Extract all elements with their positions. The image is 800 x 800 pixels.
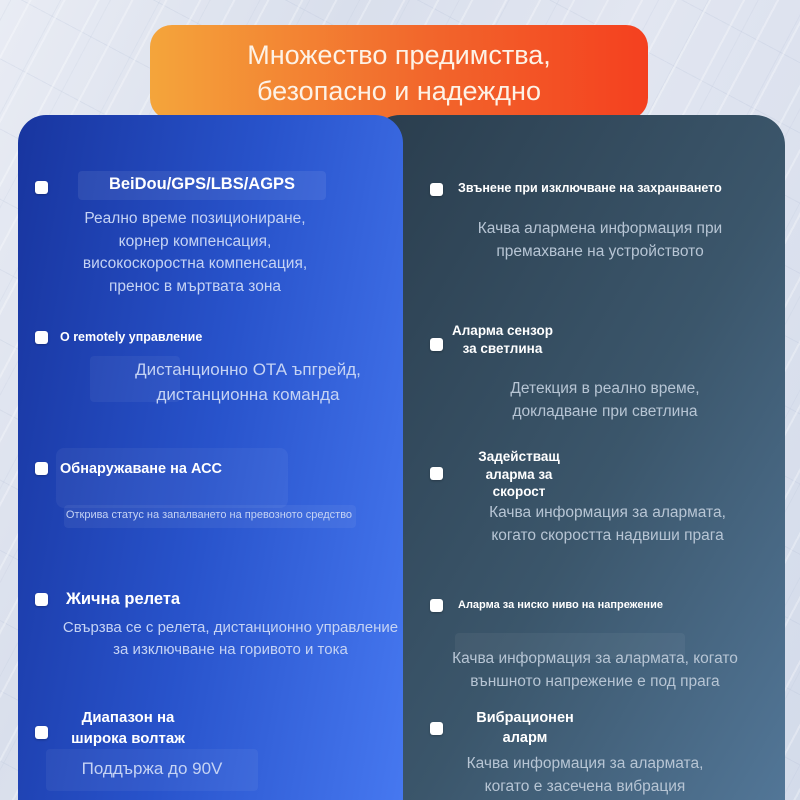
feature-desc-wide-voltage — [46, 759, 258, 779]
desc-line: премахване на устройството — [496, 243, 704, 260]
desc-line: Открива статус на запалването на превозното средство — [65, 509, 353, 521]
desc-line: когато скоростта надвиши прага — [491, 527, 724, 544]
title-line: скорост — [492, 484, 546, 499]
bullet-square-icon — [35, 462, 48, 475]
bullet-square-icon — [35, 593, 48, 606]
bullet-square-icon — [35, 331, 48, 344]
desc-line: Качва информация за алармата, когато — [452, 650, 738, 667]
bullet-square-icon — [430, 722, 443, 735]
feature-title-gnss: BeiDou/GPS/LBS/AGPS — [108, 175, 296, 193]
feature-desc-vibration-alarm — [415, 752, 755, 798]
feature-desc-gnss — [30, 208, 360, 298]
desc-line: Качва информация за алармата, — [489, 504, 726, 521]
feature-title-vibration-alarm — [460, 708, 590, 748]
desc-line: Дистанционно ОТА ъпгрейд, — [135, 360, 361, 379]
feature-desc-speed-alarm — [430, 501, 785, 547]
header-title-line1: Множество предимства, — [247, 39, 551, 70]
feature-title-low-voltage-alarm: Аларма за ниско ниво на напрежение — [458, 599, 663, 611]
title-line: широка волтаж — [71, 730, 185, 747]
title-line: Аларма сензор — [451, 323, 553, 338]
feature-desc-remote-control — [83, 357, 413, 407]
feature-desc-low-voltage-alarm — [415, 647, 775, 693]
desc-line: Качва информация за алармата, — [466, 755, 704, 772]
title-line: аларм — [502, 730, 548, 746]
feature-desc-acc-detection — [58, 509, 360, 521]
header-banner — [150, 25, 648, 120]
feature-title-light-sensor-alarm — [445, 322, 560, 358]
desc-line: пренос в мъртвата зона — [108, 277, 282, 295]
bullet-square-icon — [35, 726, 48, 739]
feature-desc-power-cut-alarm — [425, 217, 775, 263]
feature-title-wired-relay: Жична релета — [66, 590, 181, 608]
left-feature-panel — [18, 115, 403, 800]
feature-title-acc-detection: Обнаружаване на АСС — [60, 461, 223, 477]
right-feature-panel — [370, 115, 785, 800]
bullet-square-icon — [35, 181, 48, 194]
title-line: Вибрационен — [476, 710, 574, 726]
feature-desc-light-sensor-alarm — [435, 377, 775, 423]
desc-line: Поддържа до 90V — [81, 759, 223, 778]
desc-line: Качва алармена информация при — [477, 220, 723, 237]
desc-line: за изключване на горивото и тока — [113, 641, 348, 658]
bullet-square-icon — [430, 183, 443, 196]
bullet-square-icon — [430, 599, 443, 612]
feature-desc-wired-relay — [58, 617, 403, 661]
bullet-square-icon — [430, 338, 443, 351]
desc-line: Детекция в реално време, — [510, 380, 700, 397]
title-line: Диапазон на — [81, 709, 175, 726]
title-line: Задействащ — [478, 449, 560, 464]
bullet-square-icon — [430, 467, 443, 480]
feature-title-speed-alarm — [463, 448, 575, 501]
feature-title-remote-control: О remotely управление — [60, 330, 203, 344]
desc-line: високоскоростна компенсация, — [82, 255, 308, 272]
desc-line: Свързва се с релета, дистанционно управление — [62, 619, 399, 636]
header-title-line2: безопасно и надеждно — [257, 75, 541, 106]
feature-title-power-cut-alarm: Звънене при изключване на захранването — [458, 181, 722, 195]
desc-line: докладване при светлина — [512, 403, 698, 420]
desc-line: дистанционна команда — [156, 385, 340, 404]
desc-line: външното напрежение е под прага — [470, 673, 720, 690]
highlight-band — [56, 448, 288, 508]
feature-title-wide-voltage — [48, 707, 208, 749]
desc-line: Реално време позициониране, — [84, 210, 306, 227]
desc-line: когато е засечена вибрация — [484, 778, 686, 795]
desc-line: корнер компенсация, — [118, 232, 272, 250]
title-line: аларма за — [485, 466, 553, 482]
title-line: за светлина — [462, 341, 543, 356]
